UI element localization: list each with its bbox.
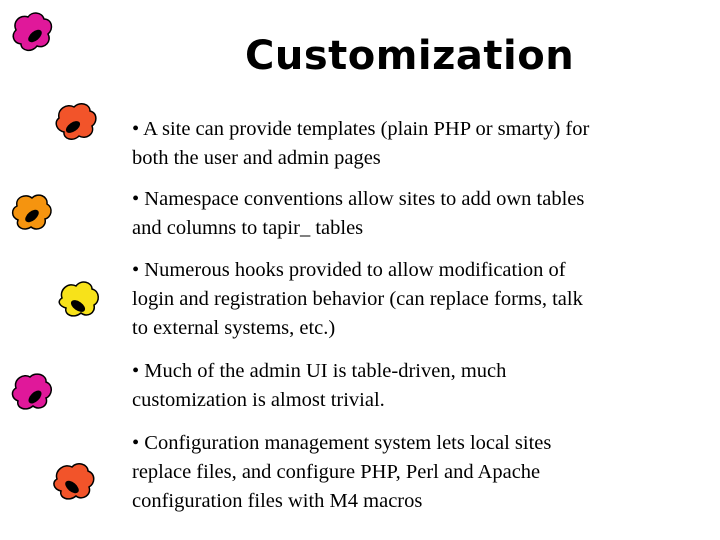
bullet-line: • Namespace conventions allow sites to add own tables (132, 188, 585, 210)
bullet-line: • A site can provide templates (plain PHP or smarty) for (132, 118, 590, 140)
bullet-line: to external systems, etc.) (132, 317, 336, 339)
splat-blob (54, 464, 94, 499)
bullet-item (132, 185, 692, 243)
bullet-line: • Configuration management system lets local sites (132, 432, 552, 454)
splat-blob (13, 13, 51, 50)
bullet-line: • Numerous hooks provided to allow modification of (132, 259, 566, 281)
bullet-line: • Much of the admin UI is table-driven, much (132, 360, 507, 382)
bullet-line: customization is almost trivial. (132, 389, 385, 411)
bullet-item (132, 357, 692, 415)
bullet-item (132, 115, 692, 173)
paint-splat-icon (55, 276, 103, 324)
bullet-line: configuration files with M4 macros (132, 490, 423, 512)
bullet-line: and columns to tapir_ tables (132, 217, 364, 239)
paint-splat-icon (52, 98, 100, 146)
slide-title: Customization (245, 33, 575, 79)
bullet-item (132, 256, 692, 343)
bullet-line: both the user and admin pages (132, 147, 381, 169)
paint-splat-icon (50, 458, 98, 506)
paint-splat-icon (8, 8, 56, 56)
paint-splat-icon (8, 188, 56, 236)
bullet-item (132, 429, 692, 516)
splat-blob (12, 374, 51, 409)
paint-splat-icon (8, 368, 56, 416)
bullet-line: login and registration behavior (can replace forms, talk (132, 288, 583, 310)
bullet-line: replace files, and configure PHP, Perl and Apache (132, 461, 541, 483)
